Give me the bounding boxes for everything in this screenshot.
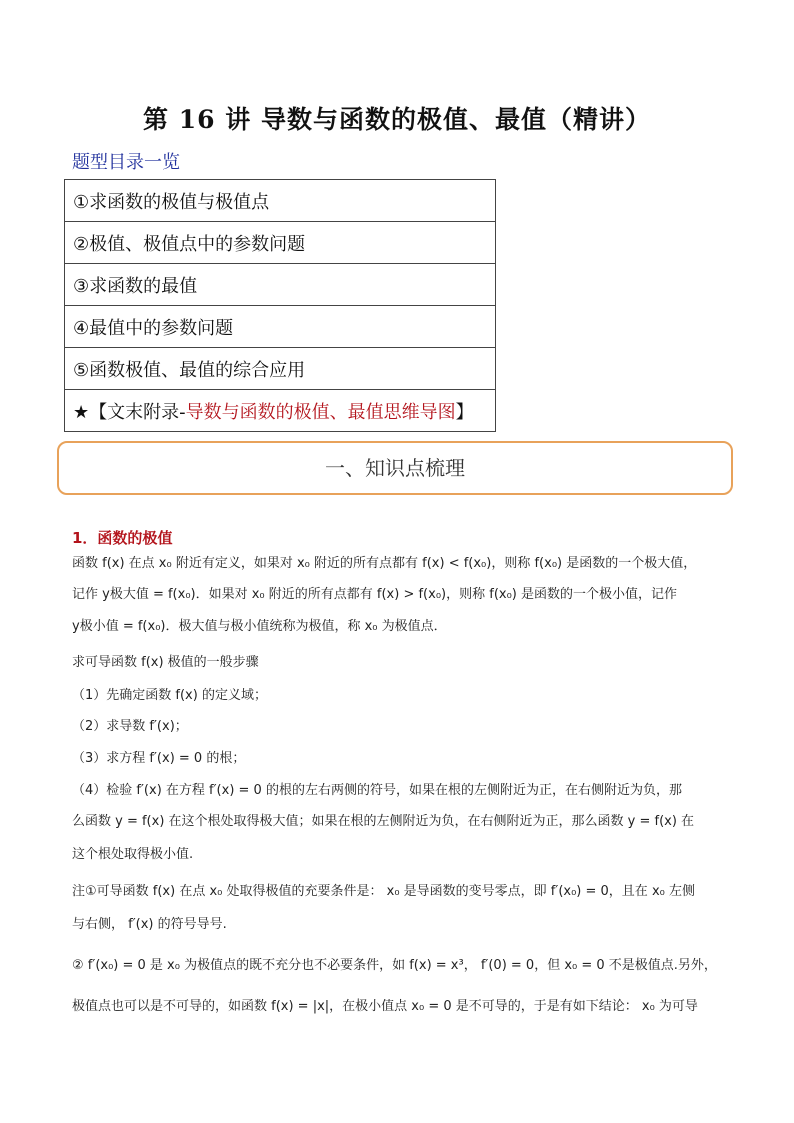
toc-item[interactable]: ④最值中的参数问题 [65,306,496,348]
appendix-suffix: 】 [455,401,474,423]
toc-item[interactable]: ①求函数的极值与极值点 [65,180,496,222]
note-line: ② f′(x₀) = 0 是 x₀ 为极值点的既不充分也不必要条件，如 f(x) = x³， f′(0) = 0，但 x₀ = 0 不是极值点.另外， [72,958,717,973]
toc-row [65,264,496,306]
text-line: （2）求导数 f′(x)； [72,719,188,734]
note-line: 注①可导函数 f(x) 在点 x₀ 处取得极值的充要条件是： x₀ 是导函数的变号零点，即 f′(x₀) = 0，且在 x₀ 左侧 [72,884,695,899]
text-line: 求可导函数 f(x) 极值的一般步骤 [72,655,259,670]
text-line: （4）检验 f′(x) 在方程 f′(x) = 0 的根的左右两侧的符号，如果在根的左侧附近为正，在右侧附近为负，那 [72,783,682,798]
appendix-link[interactable]: 导数与函数的极值、最值思维导图 [185,401,456,423]
toc-row [65,306,496,348]
text-line: 与右侧， f′(x) 的符号导号. [72,917,227,932]
text-line: 记作 y极大值 = f(x₀)．如果对 x₀ 附近的所有点都有 f(x) > f(x₀)，则称 f(x₀) 是函数的一个极小值，记作 [72,587,677,602]
text-line: 极值点也可以是不可导的，如函数 f(x) = |x|，在极小值点 x₀ = 0 是不可导的，于是有如下结论： x₀ 为可导 [72,999,698,1014]
toc-item[interactable]: ③求函数的最值 [65,264,496,306]
section-title: 一、知识点梳理 [325,456,465,480]
toc-heading: 题型目录一览 [72,152,180,173]
toc-row [65,222,496,264]
subsection-heading: 1．函数的极值 [72,529,173,547]
section-title-box [57,441,733,495]
toc-row [65,180,496,222]
text-line: 函数 f(x) 在点 x₀ 附近有定义，如果对 x₀ 附近的所有点都有 f(x) < f(x₀)，则称 f(x₀) 是函数的一个极大值， [72,556,697,571]
appendix-prefix: ★【文末附录- [73,401,186,423]
toc-table [64,179,496,432]
toc-item[interactable]: ⑤函数极值、最值的综合应用 [65,348,496,390]
text-line: 么函数 y = f(x) 在这个根处取得极大值；如果在根的左侧附近为负，在右侧附近为正，那么函数 y = f(x) 在 [72,814,695,829]
text-line: （3）求方程 f′(x) = 0 的根； [72,751,246,766]
toc-appendix[interactable] [65,390,496,432]
toc-row [65,348,496,390]
toc-row [65,390,496,432]
text-line: （1）先确定函数 f(x) 的定义域； [72,688,267,703]
toc-item[interactable]: ②极值、极值点中的参数问题 [65,222,496,264]
text-line: y极小值 = f(x₀)．极大值与极小值统称为极值，称 x₀ 为极值点． [72,619,447,634]
text-line: 这个根处取得极小值. [72,847,194,862]
page-title: 第 16 讲 导数与函数的极值、最值（精讲） [143,105,651,134]
